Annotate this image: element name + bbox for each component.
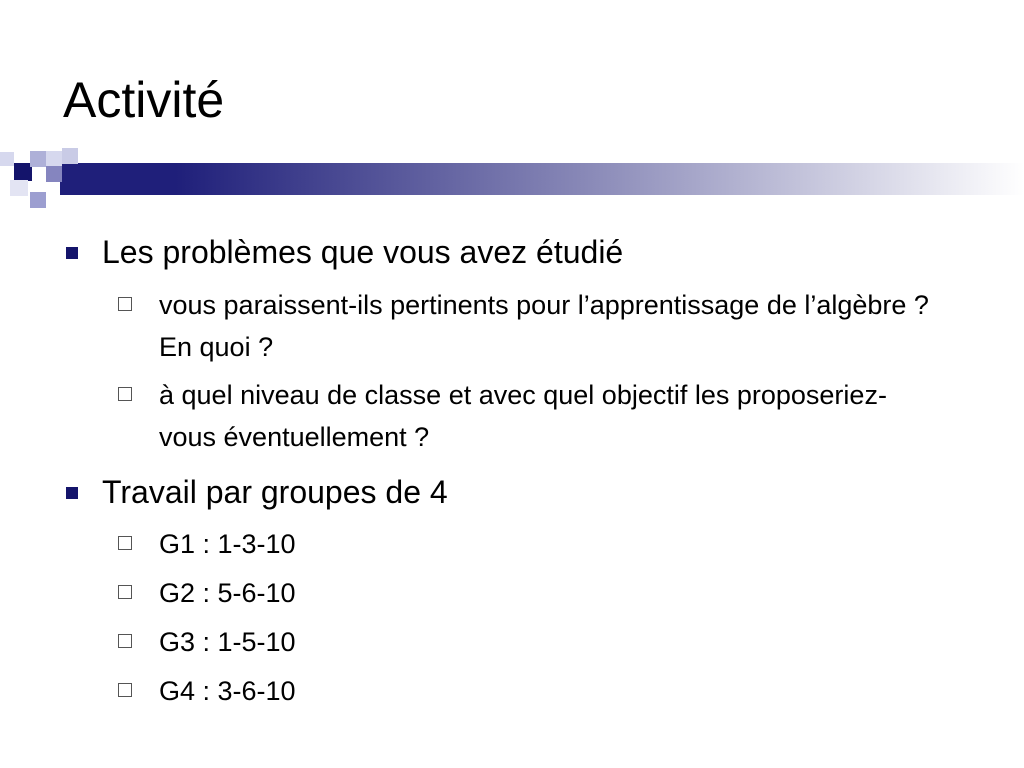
slide-title: Activité (63, 72, 225, 128)
hollow-square-bullet-icon (118, 297, 132, 311)
square-bullet-icon (66, 247, 78, 259)
sub-bullet-text: vous paraissent-ils pertinents pour l’apprentissage de l’algèbre ? En quoi ? (159, 290, 929, 362)
square-bullet-icon (66, 487, 78, 499)
sub-bullet-text: G2 : 5-6-10 (159, 578, 296, 608)
bullet-text: Travail par groupes de 4 (102, 474, 448, 510)
sub-bullet-text: à quel niveau de classe et avec quel objectif les proposeriez-vous éventuellement ? (159, 380, 887, 452)
hollow-square-bullet-icon (118, 585, 132, 599)
sub-bullet-text: G4 : 3-6-10 (159, 676, 296, 706)
hollow-square-bullet-icon (118, 536, 132, 550)
bullet-text: Les problèmes que vous avez étudié (102, 234, 624, 270)
decorative-squares-icon (0, 148, 80, 212)
hollow-square-bullet-icon (118, 387, 132, 401)
title-underline-gradient-bar (0, 163, 1024, 195)
sub-bullet-text: G1 : 1-3-10 (159, 529, 296, 559)
hollow-square-bullet-icon (118, 683, 132, 697)
hollow-square-bullet-icon (118, 634, 132, 648)
sub-bullet-text: G3 : 1-5-10 (159, 627, 296, 657)
